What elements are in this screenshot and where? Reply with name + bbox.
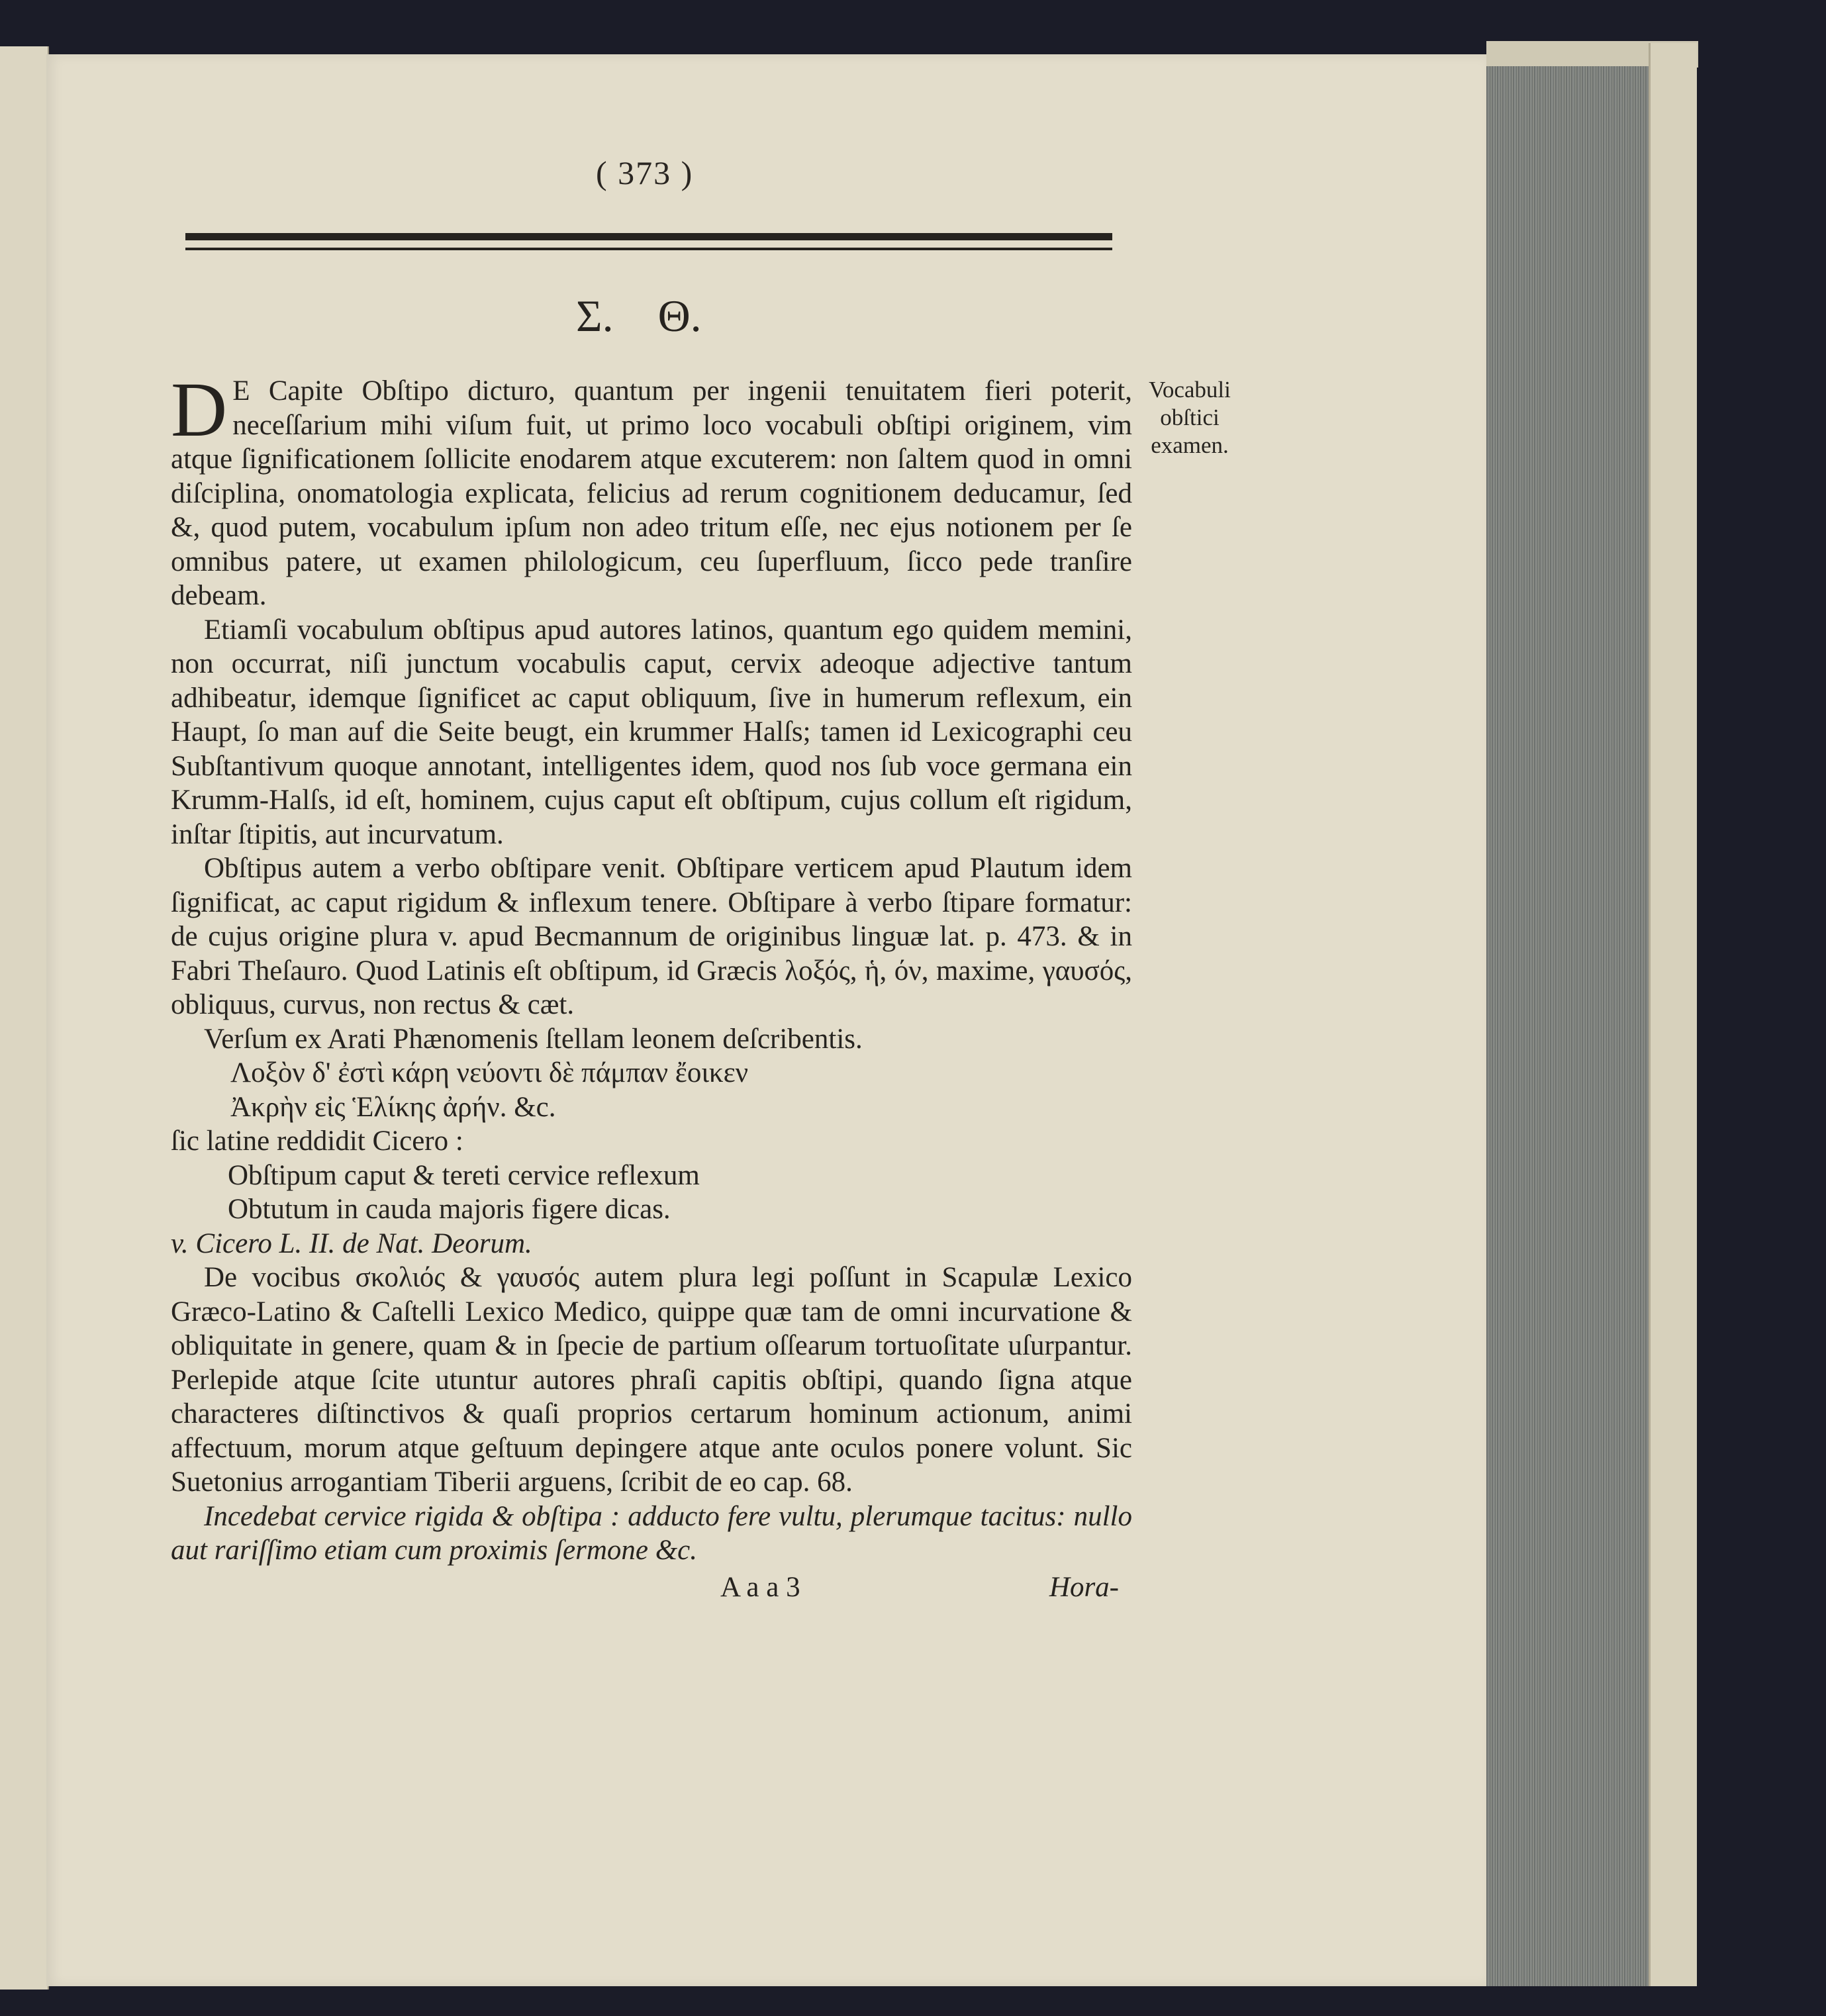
- book-cover-edge: [1649, 43, 1697, 1986]
- facing-page-edge: [0, 46, 49, 1990]
- paragraph-2: Etiamſi vocabulum obſtipus apud autores latinos, quantum ego quidem memini, non occurrat, niſi junctum vocabulis caput, cervix adeoque adjective tantum adhibeatur, idemque ſignificet ac caput obliquum, ſive in humerum reflexum, ein Haupt, ſo man auf die Seite beugt, ein krummer Halſs; tamen id Lexicographi ceu Subſtantivum quoque annotant, intelligentes idem, quod nos ſub voce germana ein Krumm-Halſs, id eſt, hominem, cujus caput eſt obſtipum, cujus collum eſt rigidum, inſtar ſtipitis, aut incurvatum.: [171, 614, 1132, 850]
- greek-verse-line: Ἀκρὴν εἰς Ἑλίκης ἀρήν. &c.: [230, 1091, 556, 1123]
- greek-verse-line: Λοξὸν δ' ἐστὶ κάρη νεύοντι δὲ πάμπαν ἔοικεν: [230, 1057, 749, 1088]
- header-rule-thick: [185, 233, 1112, 240]
- paragraph-1: [171, 366, 1132, 613]
- paragraph-4: Verſum ex Arati Phænomenis ſtellam leonem deſcribentis.: [204, 1023, 863, 1055]
- citation-text: v. Cicero L. II. de Nat. Deorum.: [171, 1227, 532, 1259]
- paragraph-5: ſic latine reddidit Cicero :: [171, 1126, 463, 1157]
- catchword: Hora-: [1049, 1571, 1119, 1603]
- drop-cap: D: [171, 366, 228, 453]
- paragraph-1-text: E Capite Obſtipo dicturo, quantum per ingenii tenuitatem fieri poterit, neceſſarium mihi viſum fuit, ut primo loco vocabuli obſtipi originem, vim atque ſignificationem ſollicite enodarem atque excuterem: non ſaltem quod in omni diſciplina, onomatologia explicata, felicius ad rerum cognitionem deducamur, ſed &, quod putem, vocabulum ipſum non adeo tritum eſſe, nec ejus notionem per ſe omnibus patere, ut examen philologicum, ceu ſuperfluum, ſicco pede tranſire debeam.: [171, 375, 1132, 611]
- latin-verse-line: Obtutum in cauda majoris figere dicas.: [228, 1194, 671, 1225]
- quote-text: Incedebat cervice rigida & obſtipa : adducto fere vultu, plerumque tacitus: nullo aut rariſſimo etiam cum proximis ſermone &c.: [171, 1500, 1132, 1566]
- header-rule-thin: [185, 248, 1112, 250]
- page-footer: [171, 1570, 1132, 1605]
- section-heading: Σ. Θ.: [576, 291, 702, 341]
- page-number: ( 373 ): [596, 154, 694, 191]
- page-block-edge: [1486, 66, 1649, 1986]
- latin-verse-line: Obſtipum caput & tereti cervice reflexum: [228, 1159, 700, 1191]
- citation: [171, 1227, 1132, 1261]
- paragraph-3: Obſtipus autem a verbo obſtipare venit. Obſtipare verticem apud Plautum idem ſignificat, ac caput rigidum & inflexum tenere. Obſtipare à verbo ſtipare formatur: de cujus origine plura v. apud Becmannum de originibus linguæ lat. p. 473. & in Fabri Theſauro. Quod Latinis eſt obſtipum, id Græcis λοξός, ἡ, όν, maxime, γαυσός, obliquus, curvus, non rectus & cæt.: [171, 853, 1132, 1020]
- quote: [171, 1500, 1132, 1568]
- main-text: [171, 366, 1132, 1605]
- paragraph-6: De vocibus σκολιός & γαυσός autem plura legi poſſunt in Scapulæ Lexico Græco-Latino & Caſtelli Lexico Medico, quippe quæ tam de omni incurvatione & obliquitate in genere, quam & in ſpecie de partium oſſearum tortuoſitate uſurpantur. Perlepide atque ſcite utuntur autores phraſi capitis obſtipi, quando ſigna atque characteres diſtinctivos & quaſi proprios certarum hominum actionum, animi affectuum, morum atque geſtuum depingere atque ante oculos ponere volunt. Sic Suetonius arrogantiam Tiberii arguens, ſcribit de eo cap. 68.: [171, 1262, 1132, 1498]
- signature-mark: A a a 3: [720, 1571, 800, 1603]
- marginal-note: Vocabuli obſtici examen.: [1149, 377, 1231, 458]
